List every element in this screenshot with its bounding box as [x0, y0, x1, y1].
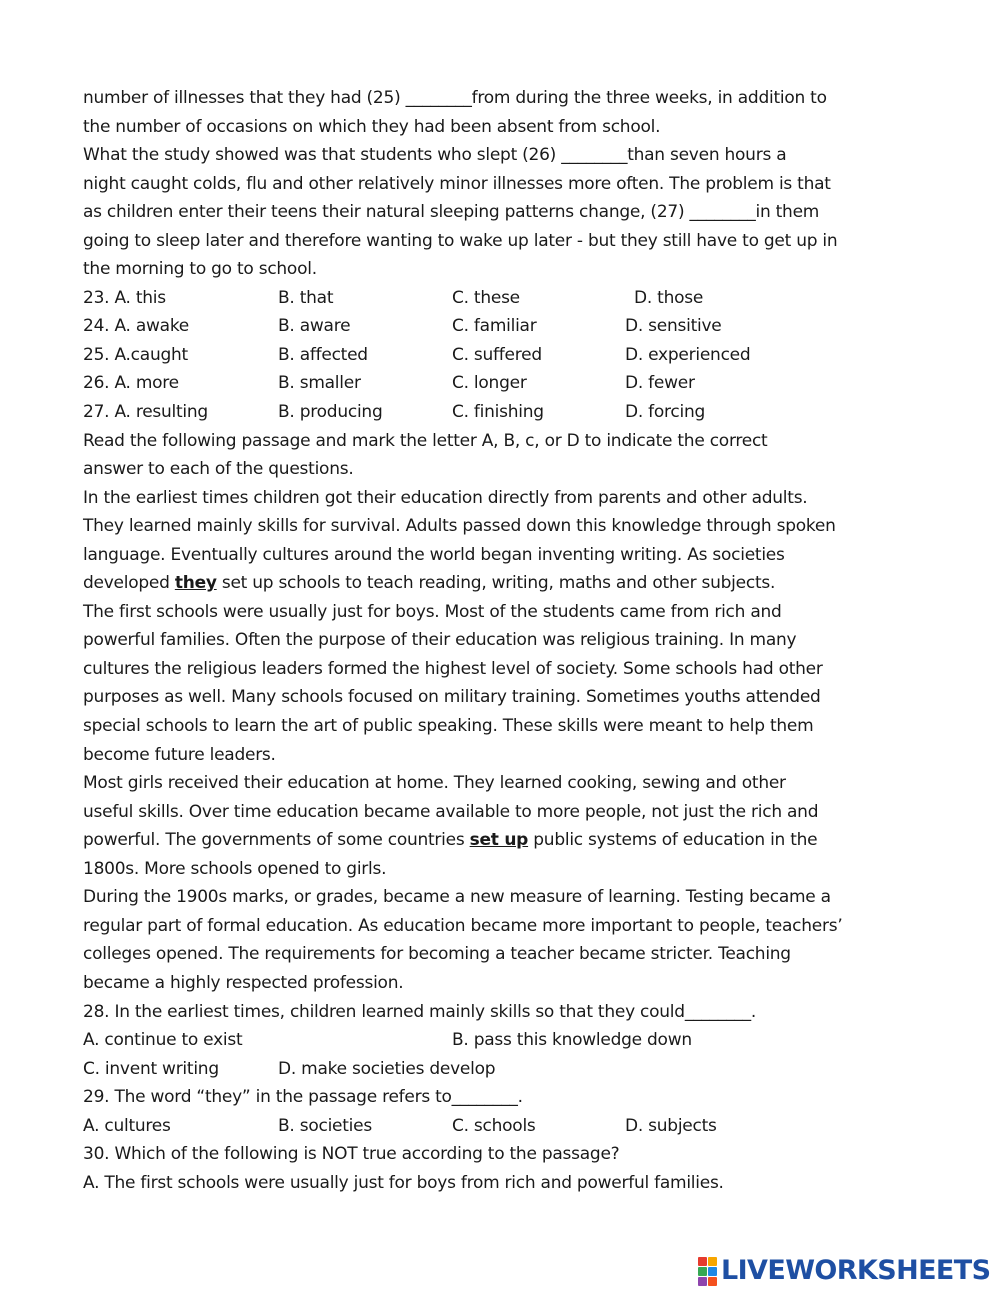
question-29 — [83, 1083, 973, 1140]
passage-line: going to sleep later and therefore wanting to wake up later - but they still have to get up in — [83, 230, 838, 251]
logo-blocks-icon — [698, 1257, 717, 1286]
question-23 — [83, 284, 973, 313]
logo-block — [698, 1267, 707, 1276]
passage-line: They learned mainly skills for survival. Adults passed down this knowledge through spoken — [83, 516, 836, 537]
passage-line: number of illnesses that they had (25) ________from during the three weeks, in addition to — [83, 88, 827, 108]
passage-line: the morning to go to school. — [83, 259, 317, 280]
question-30 — [83, 1140, 973, 1197]
passage-line: powerful families. Often the purpose of their education was religious training. In many — [83, 630, 797, 651]
question-stem: 30. Which of the following is NOT true according to the passage? — [83, 1144, 620, 1165]
passage-line: colleges opened. The requirements for becoming a teacher became stricter. Teaching — [83, 944, 791, 965]
questions-23-27 — [83, 284, 973, 427]
passage-line: useful skills. Over time education became available to more people, not just the rich and — [83, 801, 819, 822]
passage-line: as children enter their teens their natural sleeping patterns change, (27) ________in them — [83, 202, 820, 223]
option-d[interactable]: D. fewer — [625, 373, 695, 394]
instruction-line: Read the following passage and mark the letter A, B, c, or D to indicate the correct — [83, 430, 768, 451]
question-stem: 28. In the earliest times, children learned mainly skills so that they could________. — [83, 1001, 756, 1022]
option-d[interactable]: D. subjects — [625, 1115, 717, 1136]
passage-line: Most girls received their education at home. They learned cooking, sewing and other — [83, 773, 786, 794]
logo-block — [698, 1277, 707, 1286]
question-25 — [83, 341, 973, 370]
passage-line: night caught colds, flu and other relatively minor illnesses more often. The problem is that — [83, 173, 831, 194]
option-c[interactable]: C. these — [452, 287, 520, 308]
option-d[interactable]: D. sensitive — [625, 316, 722, 337]
option-c[interactable]: C. longer — [452, 373, 527, 394]
passage-line: In the earliest times children got their education directly from parents and other adults. — [83, 487, 808, 508]
passage-line: became a highly respected profession. — [83, 972, 404, 993]
option-d[interactable]: D. those — [634, 287, 704, 308]
liveworksheets-logo — [698, 1254, 990, 1288]
option-b[interactable]: B. pass this knowledge down — [452, 1030, 692, 1051]
option-b[interactable]: B. affected — [278, 344, 368, 365]
text-segment: set up schools to teach reading, writing, maths and other subjects. — [216, 573, 776, 594]
worksheet-document — [83, 84, 973, 1197]
option-a[interactable]: A. cultures — [83, 1115, 171, 1136]
passage-line: cultures the religious leaders formed the highest level of society. Some schools had other — [83, 658, 823, 679]
passage-line: During the 1900s marks, or grades, became a new measure of learning. Testing became a — [83, 887, 831, 908]
passage-line: purposes as well. Many schools focused on military training. Sometimes youths attended — [83, 687, 821, 708]
instruction-line: answer to each of the questions. — [83, 459, 354, 480]
text-segment: powerful. The governments of some countries — [83, 830, 470, 851]
option-d[interactable]: D. forcing — [625, 402, 706, 423]
highlighted-word-they: they — [174, 573, 217, 594]
text-segment: public systems of education in the — [528, 830, 818, 851]
option-c[interactable]: C. invent writing — [83, 1058, 219, 1079]
option-a[interactable]: 24. A. awake — [83, 316, 190, 337]
option-b[interactable]: B. producing — [278, 402, 383, 423]
option-b[interactable]: B. smaller — [278, 373, 361, 394]
option-a[interactable]: 27. A. resulting — [83, 402, 208, 423]
logo-block — [708, 1277, 717, 1286]
passage-line: language. Eventually cultures around the world began inventing writing. As societies — [83, 544, 785, 565]
passage-line: regular part of formal education. As education became more important to people, teachers’ — [83, 915, 843, 936]
logo-text: LIVEWORKSHEETS — [721, 1255, 991, 1286]
logo-block — [708, 1257, 717, 1266]
options-row — [83, 1026, 973, 1055]
option-d[interactable]: D. experienced — [625, 344, 751, 365]
question-26 — [83, 369, 973, 398]
option-a[interactable]: 25. A.caught — [83, 344, 188, 365]
option-c[interactable]: C. suffered — [452, 344, 542, 365]
options-row — [83, 1112, 973, 1141]
passage-line — [83, 569, 973, 598]
option-b[interactable]: B. that — [278, 287, 334, 308]
passage-line: 1800s. More schools opened to girls. — [83, 858, 387, 879]
logo-block — [698, 1257, 707, 1266]
question-28 — [83, 998, 973, 1084]
passage-line: the number of occasions on which they had been absent from school. — [83, 116, 661, 137]
instructions — [83, 427, 973, 484]
option-a[interactable]: A. The first schools were usually just for boys from rich and powerful families. — [83, 1172, 724, 1193]
passage-line — [83, 826, 973, 855]
option-c[interactable]: C. schools — [452, 1115, 536, 1136]
reading-passage-part1 — [83, 84, 973, 284]
question-24 — [83, 312, 973, 341]
passage-line: become future leaders. — [83, 744, 276, 765]
option-b[interactable]: B. aware — [278, 316, 351, 337]
text-segment: developed — [83, 573, 175, 594]
highlighted-phrase-set-up: set up — [469, 830, 529, 851]
option-c[interactable]: C. finishing — [452, 402, 544, 423]
option-a[interactable]: 23. A. this — [83, 287, 166, 308]
passage-line: special schools to learn the art of public speaking. These skills were meant to help them — [83, 716, 814, 737]
option-a[interactable]: 26. A. more — [83, 373, 179, 394]
question-stem: 29. The word “they” in the passage refers to________. — [83, 1087, 523, 1108]
reading-passage-part2 — [83, 484, 973, 998]
option-c[interactable]: C. familiar — [452, 316, 537, 337]
question-27 — [83, 398, 973, 427]
passage-line: The first schools were usually just for boys. Most of the students came from rich and — [83, 601, 782, 622]
logo-block — [708, 1267, 717, 1276]
options-row — [83, 1055, 973, 1084]
option-b[interactable]: B. societies — [278, 1115, 372, 1136]
passage-line: What the study showed was that students who slept (26) ________than seven hours a — [83, 145, 787, 166]
option-a[interactable]: A. continue to exist — [83, 1030, 243, 1051]
option-d[interactable]: D. make societies develop — [278, 1058, 496, 1079]
